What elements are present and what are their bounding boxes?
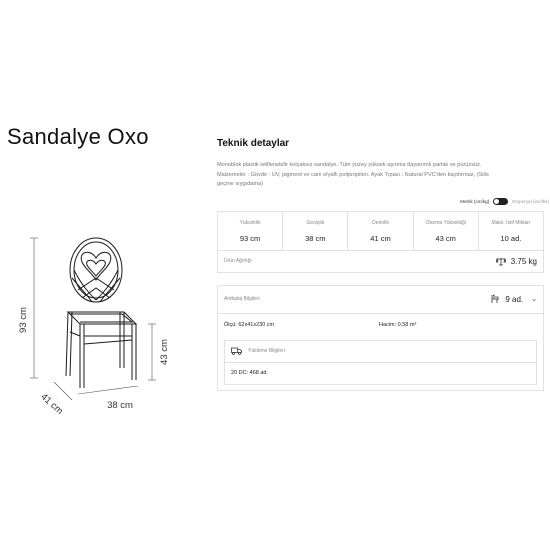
scale-icon (496, 257, 506, 266)
loading-value: 20 DC: 468 ad. (231, 369, 268, 376)
technical-details-panel (217, 138, 549, 391)
description-line: geçme sıygıdama) (217, 181, 264, 187)
package-header[interactable] (218, 286, 543, 314)
dimension-value: 43 cm (435, 233, 456, 243)
toggle-knob (494, 199, 499, 204)
metric-label: Metrik (cm/kg) (460, 198, 490, 204)
description-line: Monoblok plastik istiflenebilir kolçaksız sandalye. Tüm yüzey yüksek aşınma dayanımlı parlak ve pürüzsüz. (217, 162, 482, 168)
dimensions-table (217, 211, 544, 251)
package-count: 9 ad. (505, 294, 524, 304)
dimension-label: Yükseklik (239, 219, 261, 226)
package-title: Ambalaj Bilgileri (224, 296, 260, 302)
loading-header (225, 341, 536, 363)
product-title: Sandalye Oxo (7, 124, 149, 149)
weight-value-group (496, 257, 537, 266)
technical-details-heading: Teknik detaylar (217, 138, 290, 149)
dimension-cell (478, 212, 543, 250)
dimension-label: Oturma Yüksekliği (425, 219, 466, 226)
seat-height-label: 43 cm (159, 339, 170, 365)
description-line: Malzemeler : Gövde : UV, pigment ve cam elyaflı polipropilen. Ayak Tıpası : Natural PVC'den kaydırmaz, (Silis (217, 171, 489, 178)
width-dimension-line (78, 386, 138, 394)
product-weight-row (217, 251, 544, 273)
package-size: Ölçü: 62x41x230 cm (224, 321, 275, 328)
chair-drawing-svg (12, 228, 192, 418)
backrest-inner (74, 242, 118, 298)
imperial-label: Emperyal (inc/lbs) (512, 198, 549, 204)
dimension-cell (413, 212, 478, 250)
chair-stack-icon (490, 294, 500, 304)
weight-label: Ürün Ağırlığı (224, 258, 252, 264)
front-left-leg (80, 324, 84, 388)
depth-dimension-line (54, 382, 72, 400)
dimension-value: 93 cm (239, 233, 261, 243)
dimension-cell (282, 212, 347, 250)
dimension-value: 41 cm (370, 233, 391, 243)
dimension-label: Derinlik (372, 219, 389, 226)
truck-icon (231, 347, 242, 355)
weight-value: 3.75 kg (510, 256, 537, 266)
dimension-label: Maks. İstif Miktarı (491, 219, 531, 226)
unit-toggle-switch[interactable] (493, 198, 508, 205)
backrest-outer (70, 238, 122, 302)
chevron-down-icon[interactable]: ⌄ (531, 296, 537, 303)
loading-title: Yükleme Bilgileri (248, 348, 285, 354)
loading-info-box (224, 340, 537, 385)
package-info-box (217, 285, 544, 391)
chair-dimension-drawing (12, 228, 192, 418)
back-left-leg (66, 312, 72, 376)
dimension-label: Genişlik (306, 219, 325, 226)
unit-toggle-row (217, 198, 549, 205)
dimension-cell (347, 212, 412, 250)
product-description (217, 161, 547, 190)
package-count-group (490, 294, 537, 304)
dimension-value: 10 ad. (500, 233, 522, 243)
front-right-leg (132, 324, 136, 380)
package-volume: Hacim: 0,58 m³ (379, 321, 417, 328)
depth-label: 41 cm (38, 391, 65, 417)
back-right-leg (120, 312, 124, 368)
width-label: 38 cm (107, 400, 133, 411)
dimension-value: 38 cm (305, 233, 326, 243)
dimension-cell (218, 212, 282, 250)
height-label: 93 cm (18, 307, 29, 333)
package-stats (218, 314, 543, 328)
